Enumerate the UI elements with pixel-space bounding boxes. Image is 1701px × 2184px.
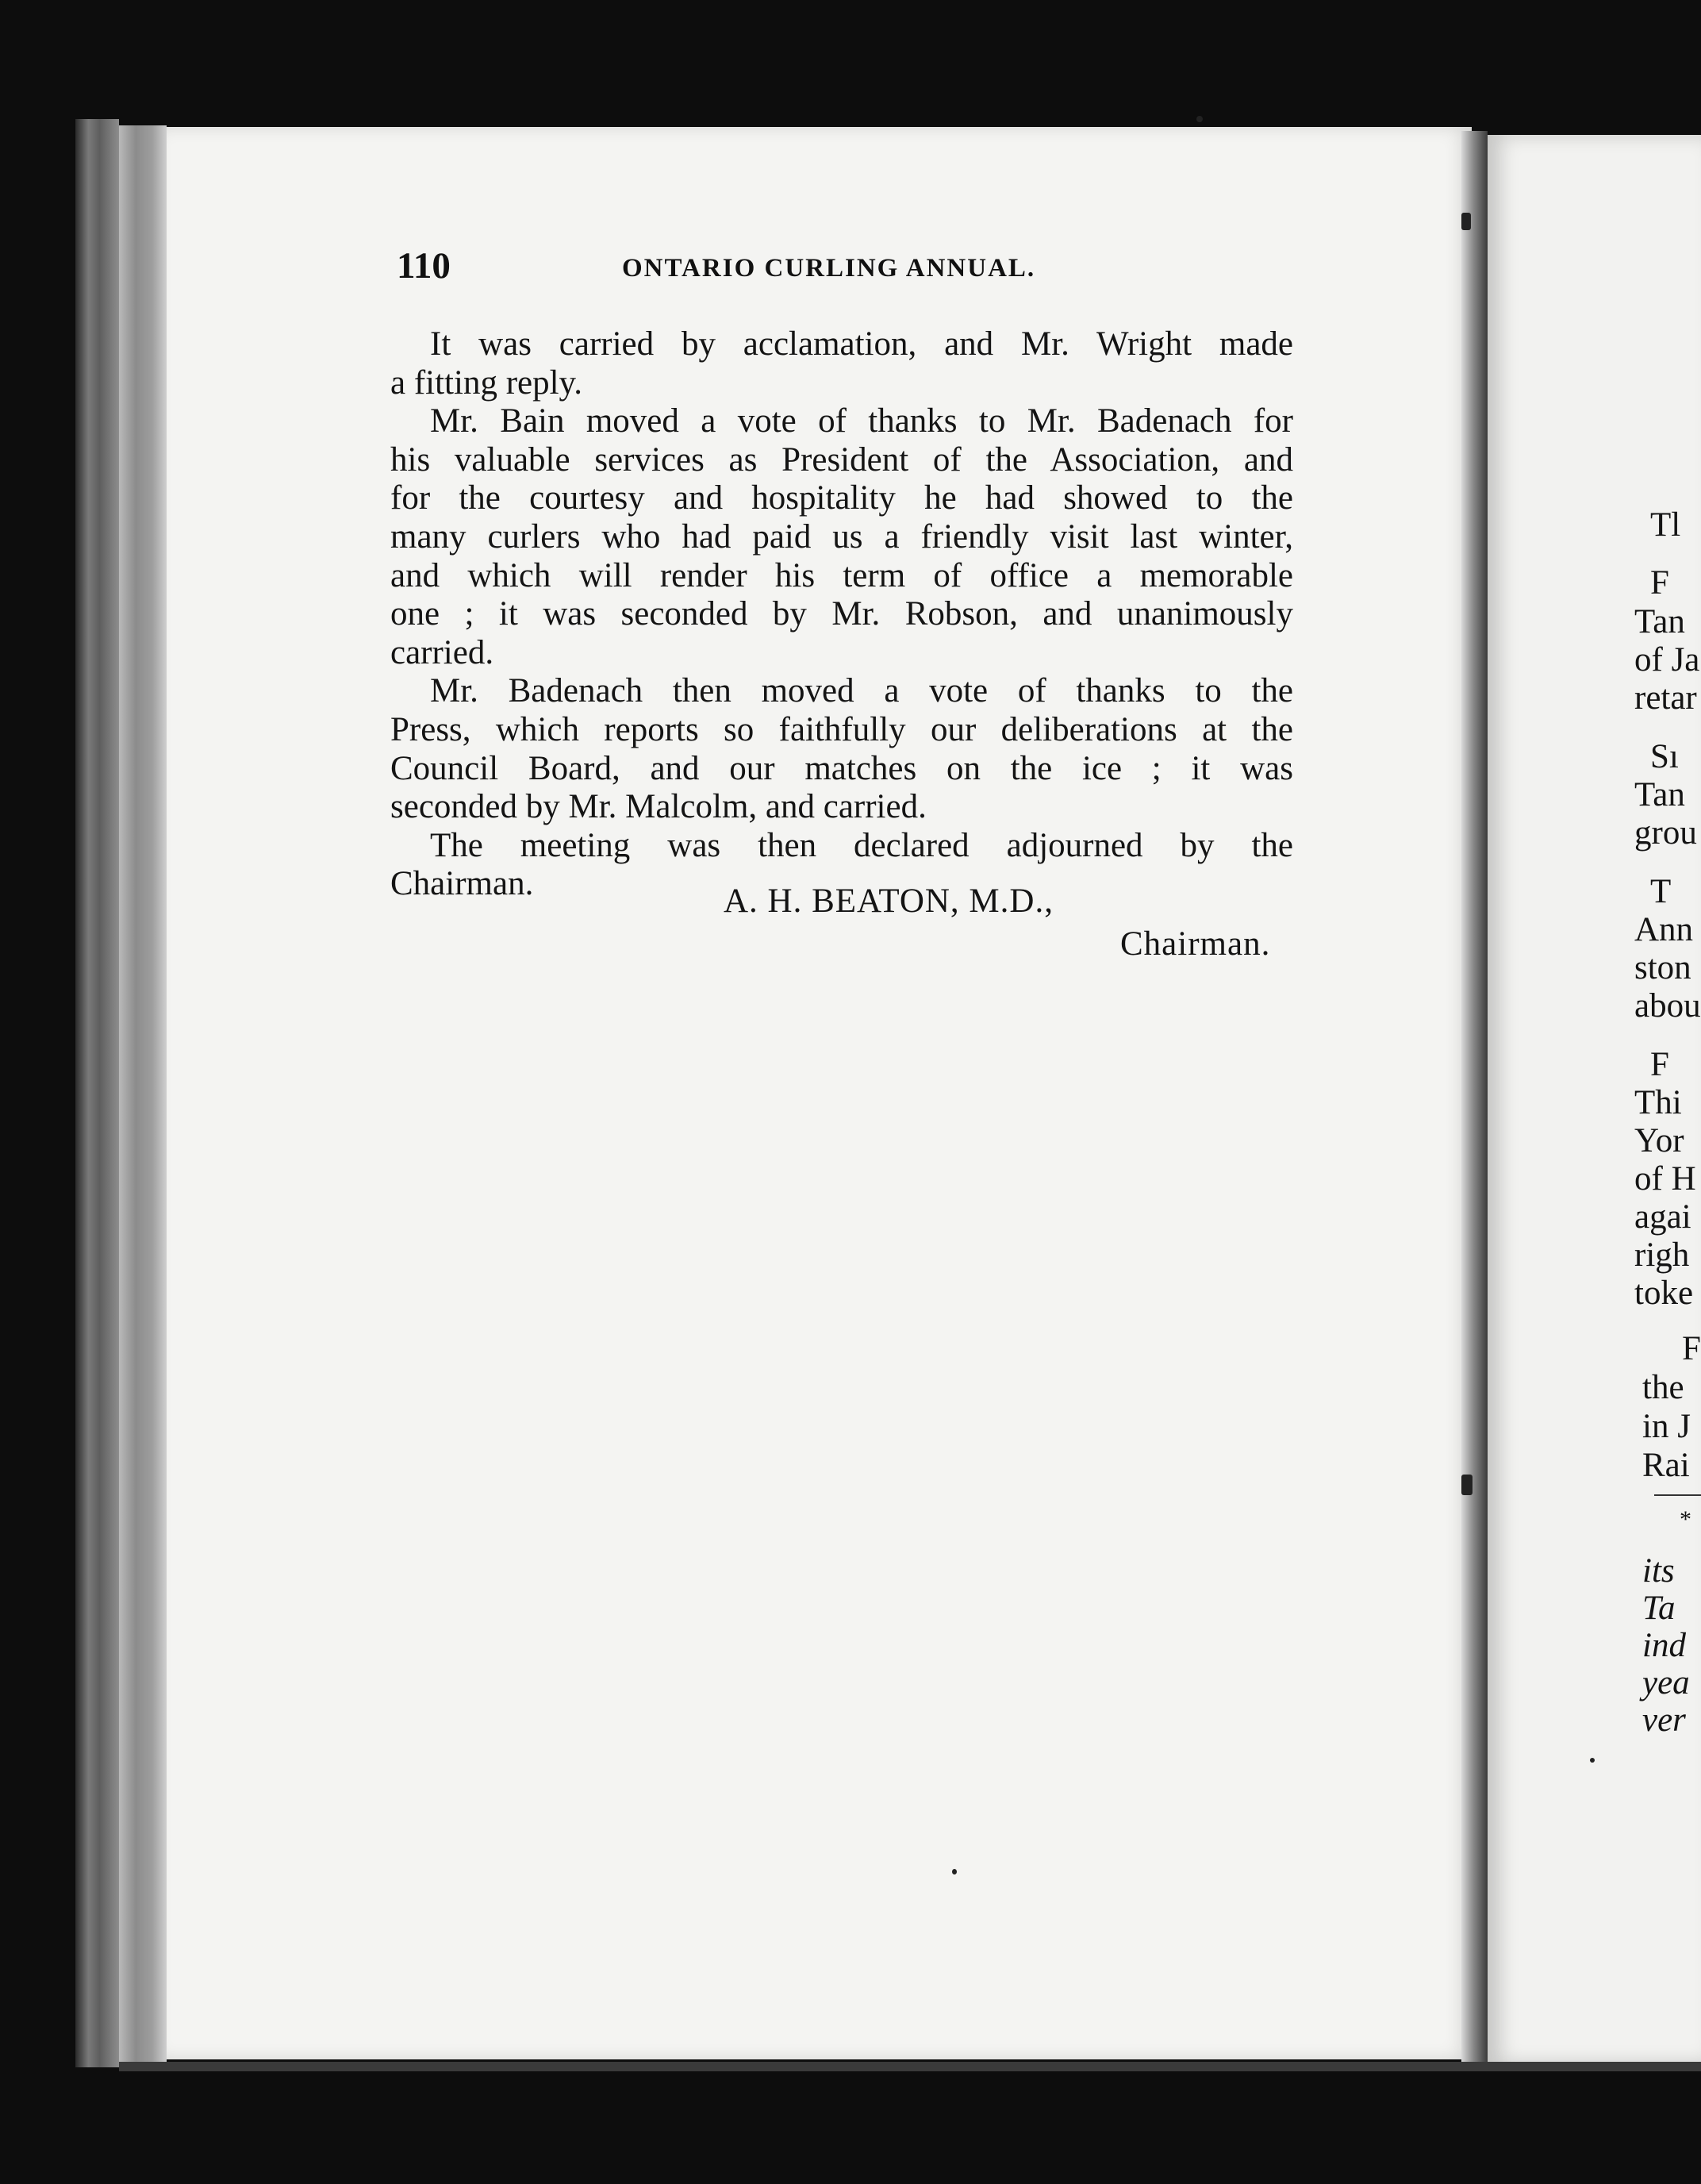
scan-mark [1461,213,1471,230]
text-line: his valuable services as President of the Association, and [390,440,1293,479]
text-line: seconded by Mr. Malcolm, and carried. [390,788,927,826]
right-page-fragment: F [1650,564,1669,602]
right-page-fragment: Ann [1634,911,1694,948]
signature-name: A. H. BEATON, M.D., [724,882,1054,920]
book-edge-inner [119,125,167,2062]
footnote-marker: * [1680,1506,1691,1532]
scan-speck [1590,1758,1595,1763]
text-line: many curlers who had paid us a friendly visit last winter, [390,517,1293,556]
text-line: and which will render his term of office a memorable [390,556,1293,594]
text-line: a fitting reply. [390,363,583,402]
book-edge-outer [75,119,119,2067]
right-page-fragment: agai [1634,1198,1691,1236]
text-line: The meeting was then declared adjourned by the [430,826,1293,864]
right-page-fragment: in J [1642,1408,1691,1445]
body-text [390,325,1293,904]
right-page-fragment: T [1650,873,1672,910]
right-page-fragment: of Ja [1634,641,1700,679]
text-line: Council Board, and our matches on the ice ; it was [390,749,1293,787]
right-page-fragment: abou [1634,987,1701,1025]
paragraph-1 [390,325,1293,402]
right-page-fragment: retar [1634,679,1697,717]
right-page-fragment: grou [1634,814,1697,852]
book-bottom-edge [119,2062,1701,2071]
paragraph-3 [390,672,1293,826]
right-page-fragment: the [1642,1369,1684,1406]
scan-speck [952,1869,957,1874]
right-page-fragment: Tan [1634,603,1685,640]
text-line: for the courtesy and hospitality he had showed to the [390,479,1293,517]
right-page-fragment: F [1650,1046,1669,1083]
footnote-fragment: ind [1642,1627,1686,1664]
right-page-fragment: Rai [1642,1447,1690,1484]
book-gutter [1461,131,1488,2063]
right-page-fragment: toke [1634,1275,1694,1312]
right-page-fragment: F [1682,1330,1701,1367]
right-page-fragment: of H [1634,1160,1696,1198]
text-line: Chairman. [390,865,534,903]
text-line: Press, which reports so faithfully our deliberations at the [390,710,1293,748]
text-line: carried. [390,633,494,671]
right-page-fragment: Thi [1634,1084,1682,1121]
scan-mark [1461,1475,1473,1495]
scan-speck [1196,116,1203,122]
text-line: It was carried by acclamation, and Mr. Wright made [430,325,1293,363]
text-line: Mr. Badenach then moved a vote of thanks to the [430,672,1293,710]
right-page-fragment: Sı [1650,738,1679,775]
right-page-fragment: Tan [1634,776,1685,813]
footnote-fragment: its [1642,1552,1675,1590]
footnote-rule [1654,1494,1701,1496]
footnote-fragment: ver [1642,1701,1686,1739]
paragraph-2 [390,402,1293,672]
page-number: 110 [397,245,451,286]
text-line: one ; it was seconded by Mr. Robson, and unanimously [390,595,1293,633]
text-line: Mr. Bain moved a vote of thanks to Mr. Badenach for [430,402,1293,440]
footnote-fragment: Ta [1642,1590,1676,1627]
right-page-fragment: Tl [1650,506,1681,544]
footnote-fragment: yea [1642,1664,1690,1701]
right-page-fragment: Yor [1634,1122,1684,1159]
running-title: ONTARIO CURLING ANNUAL. [622,254,1036,283]
right-page-fragment: righ [1634,1236,1690,1274]
signature-title: Chairman. [1120,925,1271,963]
right-page-fragment: ston [1634,949,1691,986]
